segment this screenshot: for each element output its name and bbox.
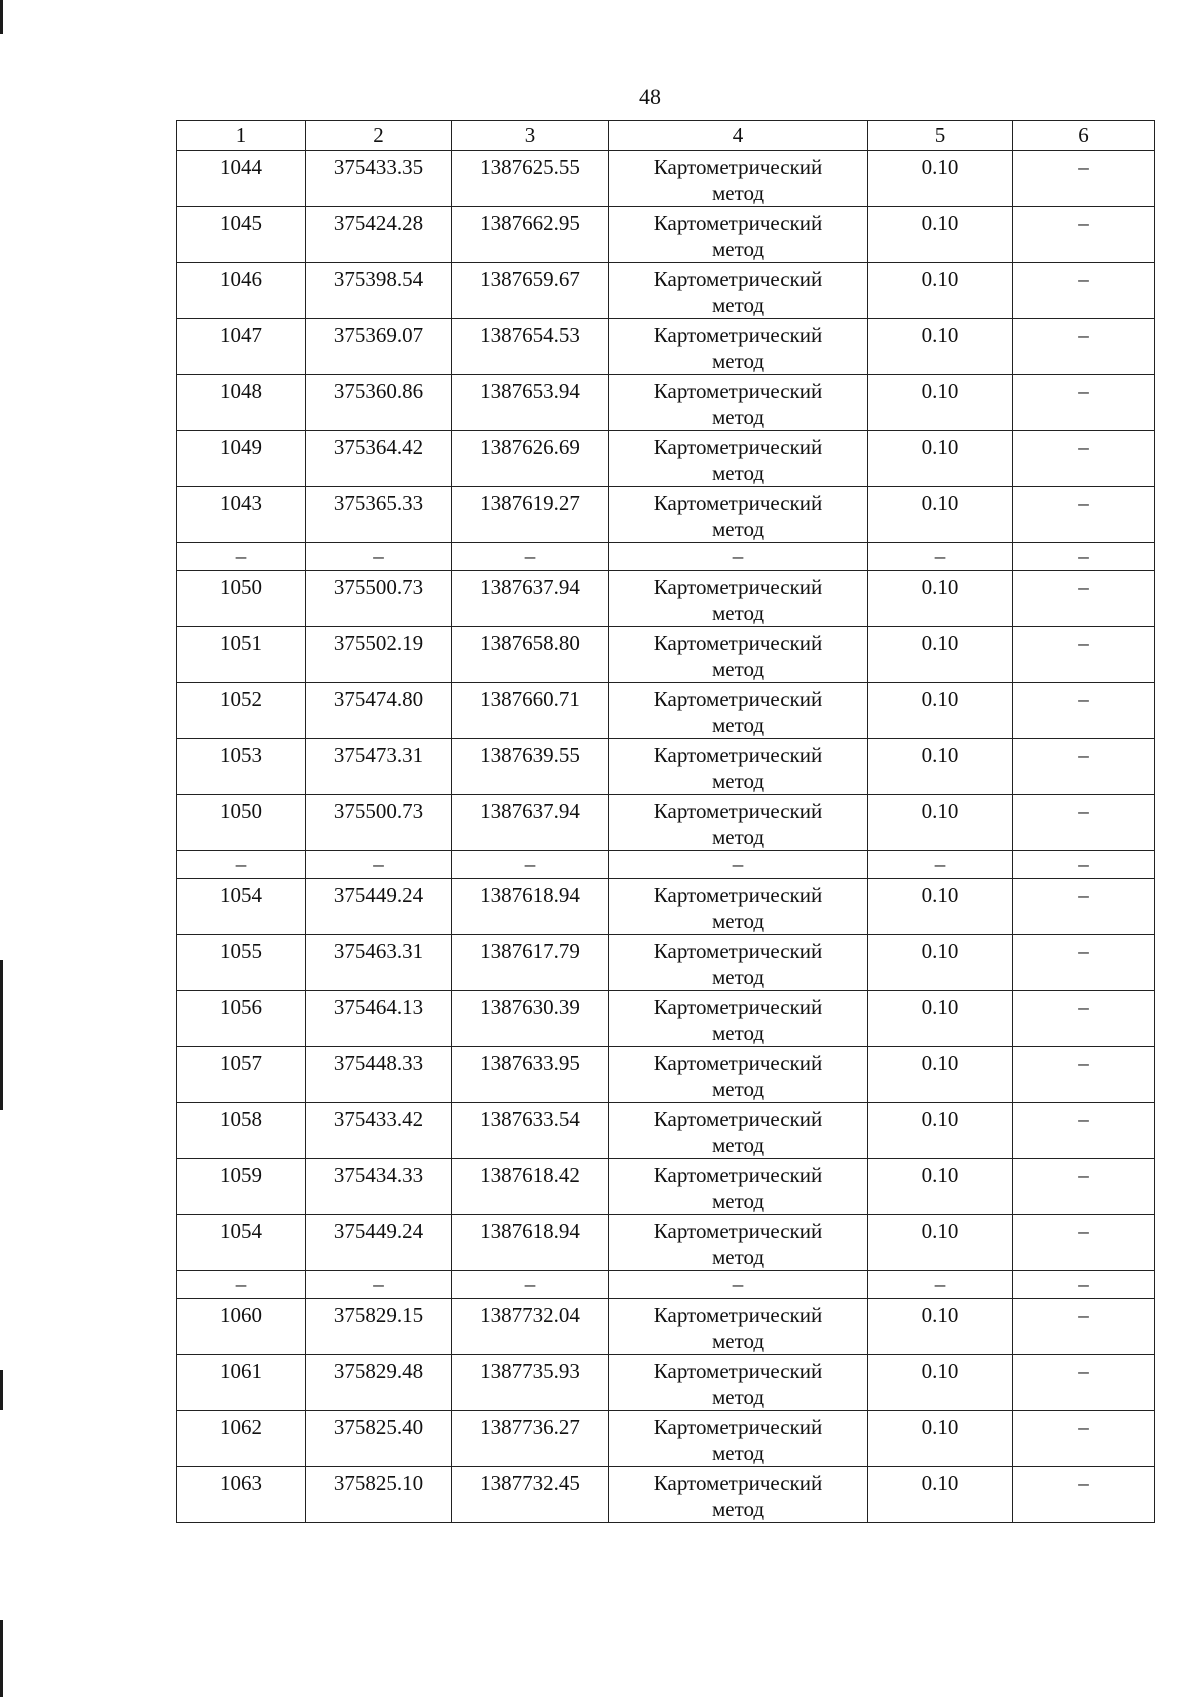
x-coordinate-cell: – — [306, 1271, 452, 1299]
description-cell: – — [1013, 935, 1155, 991]
description-cell: – — [1013, 795, 1155, 851]
accuracy-cell: 0.10 — [868, 319, 1013, 375]
accuracy-cell: 0.10 — [868, 1411, 1013, 1467]
method-cell — [609, 683, 868, 739]
method-text-line: Картометрический — [653, 323, 823, 347]
page-number: 48 — [639, 84, 661, 109]
point-number-cell: 1057 — [177, 1047, 306, 1103]
description-cell: – — [1013, 1159, 1155, 1215]
description-cell: – — [1013, 151, 1155, 207]
x-coordinate-cell: 375448.33 — [306, 1047, 452, 1103]
x-coordinate-cell: 375433.42 — [306, 1103, 452, 1159]
method-text-line: метод — [711, 349, 765, 373]
description-cell: – — [1013, 1467, 1155, 1523]
accuracy-cell: 0.10 — [868, 935, 1013, 991]
description-cell: – — [1013, 319, 1155, 375]
y-coordinate-cell: – — [452, 543, 609, 571]
point-number-cell: 1047 — [177, 319, 306, 375]
x-coordinate-cell: 375473.31 — [306, 739, 452, 795]
description-cell: – — [1013, 1271, 1155, 1299]
separator-row — [177, 851, 1155, 879]
y-coordinate-cell: 1387732.04 — [452, 1299, 609, 1355]
scan-edge-mark — [0, 1370, 3, 1410]
method-cell — [609, 1299, 868, 1355]
accuracy-cell: 0.10 — [868, 487, 1013, 543]
accuracy-cell: 0.10 — [868, 879, 1013, 935]
separator-row — [177, 543, 1155, 571]
table-row — [177, 1467, 1155, 1523]
point-number-cell: 1063 — [177, 1467, 306, 1523]
method-text-line: метод — [711, 601, 765, 625]
method-cell — [609, 1047, 868, 1103]
accuracy-cell: 0.10 — [868, 151, 1013, 207]
description-cell: – — [1013, 851, 1155, 879]
accuracy-cell: 0.10 — [868, 683, 1013, 739]
scan-edge-mark — [0, 0, 3, 34]
table-row — [177, 935, 1155, 991]
description-cell: – — [1013, 207, 1155, 263]
method-cell: – — [609, 1271, 868, 1299]
method-text-line: метод — [711, 1189, 765, 1213]
point-number-cell: 1045 — [177, 207, 306, 263]
method-cell — [609, 263, 868, 319]
description-cell: – — [1013, 991, 1155, 1047]
method-cell: – — [609, 851, 868, 879]
accuracy-cell: 0.10 — [868, 431, 1013, 487]
y-coordinate-cell: 1387619.27 — [452, 487, 609, 543]
method-cell — [609, 935, 868, 991]
point-number-cell: 1059 — [177, 1159, 306, 1215]
method-text-line: Картометрический — [653, 155, 823, 179]
x-coordinate-cell: 375364.42 — [306, 431, 452, 487]
y-coordinate-cell: 1387732.45 — [452, 1467, 609, 1523]
y-coordinate-cell: 1387637.94 — [452, 571, 609, 627]
method-text-line: метод — [711, 909, 765, 933]
accuracy-cell: 0.10 — [868, 739, 1013, 795]
point-number-cell: 1048 — [177, 375, 306, 431]
y-coordinate-cell: 1387654.53 — [452, 319, 609, 375]
y-coordinate-cell: 1387626.69 — [452, 431, 609, 487]
method-cell — [609, 207, 868, 263]
method-text-line: Картометрический — [653, 1107, 823, 1131]
point-number-cell: 1062 — [177, 1411, 306, 1467]
method-text-line: Картометрический — [653, 1415, 823, 1439]
table-row — [177, 1411, 1155, 1467]
table-row — [177, 1215, 1155, 1271]
y-coordinate-cell: 1387618.94 — [452, 1215, 609, 1271]
column-header: 4 — [609, 121, 868, 151]
accuracy-cell: 0.10 — [868, 1467, 1013, 1523]
accuracy-cell: 0.10 — [868, 991, 1013, 1047]
description-cell: – — [1013, 1047, 1155, 1103]
description-cell: – — [1013, 487, 1155, 543]
y-coordinate-cell: 1387625.55 — [452, 151, 609, 207]
accuracy-cell: – — [868, 543, 1013, 571]
table-row — [177, 319, 1155, 375]
x-coordinate-cell: – — [306, 851, 452, 879]
description-cell: – — [1013, 627, 1155, 683]
table-row — [177, 151, 1155, 207]
x-coordinate-cell: 375398.54 — [306, 263, 452, 319]
table-row — [177, 1047, 1155, 1103]
y-coordinate-cell: – — [452, 851, 609, 879]
table-row — [177, 739, 1155, 795]
method-text-line: метод — [711, 1245, 765, 1269]
method-cell — [609, 1411, 868, 1467]
y-coordinate-cell: 1387735.93 — [452, 1355, 609, 1411]
method-text-line: Картометрический — [653, 491, 823, 515]
method-cell — [609, 991, 868, 1047]
description-cell: – — [1013, 1411, 1155, 1467]
y-coordinate-cell: 1387618.42 — [452, 1159, 609, 1215]
point-number-cell: 1046 — [177, 263, 306, 319]
method-cell — [609, 431, 868, 487]
method-text-line: метод — [711, 769, 765, 793]
method-text-line: Картометрический — [653, 211, 823, 235]
point-number-cell: 1055 — [177, 935, 306, 991]
x-coordinate-cell: 375500.73 — [306, 795, 452, 851]
method-text-line: метод — [711, 517, 765, 541]
column-header: 5 — [868, 121, 1013, 151]
method-cell — [609, 1467, 868, 1523]
method-cell: – — [609, 543, 868, 571]
method-text-line: метод — [711, 965, 765, 989]
column-header: 1 — [177, 121, 306, 151]
method-text-line: Картометрический — [653, 743, 823, 767]
method-text-line: метод — [711, 1077, 765, 1101]
table-row — [177, 879, 1155, 935]
x-coordinate-cell: 375365.33 — [306, 487, 452, 543]
method-text-line: Картометрический — [653, 575, 823, 599]
method-text-line: Картометрический — [653, 939, 823, 963]
table-row — [177, 1103, 1155, 1159]
method-text-line: Картометрический — [653, 1303, 823, 1327]
method-text-line: Картометрический — [653, 631, 823, 655]
x-coordinate-cell: 375424.28 — [306, 207, 452, 263]
x-coordinate-cell: 375449.24 — [306, 879, 452, 935]
method-text-line: Картометрический — [653, 1051, 823, 1075]
method-text-line: метод — [711, 405, 765, 429]
accuracy-cell: 0.10 — [868, 795, 1013, 851]
x-coordinate-cell: 375829.48 — [306, 1355, 452, 1411]
table-row — [177, 1159, 1155, 1215]
x-coordinate-cell: 375474.80 — [306, 683, 452, 739]
table-row — [177, 431, 1155, 487]
description-cell: – — [1013, 431, 1155, 487]
x-coordinate-cell: – — [306, 543, 452, 571]
point-number-cell: – — [177, 1271, 306, 1299]
y-coordinate-cell: 1387633.95 — [452, 1047, 609, 1103]
table-body — [177, 151, 1155, 1523]
table-row — [177, 991, 1155, 1047]
y-coordinate-cell: 1387660.71 — [452, 683, 609, 739]
method-cell — [609, 151, 868, 207]
accuracy-cell: – — [868, 851, 1013, 879]
method-text-line: Картометрический — [653, 1219, 823, 1243]
point-number-cell: 1050 — [177, 795, 306, 851]
y-coordinate-cell: 1387736.27 — [452, 1411, 609, 1467]
method-text-line: метод — [711, 293, 765, 317]
accuracy-cell: 0.10 — [868, 1159, 1013, 1215]
method-cell — [609, 627, 868, 683]
point-number-cell: – — [177, 543, 306, 571]
table-header-row — [177, 121, 1155, 151]
y-coordinate-cell: 1387653.94 — [452, 375, 609, 431]
description-cell: – — [1013, 739, 1155, 795]
point-number-cell: 1053 — [177, 739, 306, 795]
accuracy-cell: 0.10 — [868, 1215, 1013, 1271]
table-row — [177, 627, 1155, 683]
separator-row — [177, 1271, 1155, 1299]
column-header: 2 — [306, 121, 452, 151]
description-cell: – — [1013, 571, 1155, 627]
x-coordinate-cell: 375464.13 — [306, 991, 452, 1047]
point-number-cell: 1043 — [177, 487, 306, 543]
accuracy-cell: 0.10 — [868, 1299, 1013, 1355]
y-coordinate-cell: – — [452, 1271, 609, 1299]
description-cell: – — [1013, 1355, 1155, 1411]
x-coordinate-cell: 375502.19 — [306, 627, 452, 683]
description-cell: – — [1013, 263, 1155, 319]
method-cell — [609, 795, 868, 851]
method-cell — [609, 1355, 868, 1411]
method-text-line: Картометрический — [653, 1163, 823, 1187]
description-cell: – — [1013, 879, 1155, 935]
x-coordinate-cell: 375433.35 — [306, 151, 452, 207]
method-text-line: Картометрический — [653, 1471, 823, 1495]
method-text-line: метод — [711, 713, 765, 737]
point-number-cell: 1054 — [177, 879, 306, 935]
accuracy-cell: 0.10 — [868, 263, 1013, 319]
y-coordinate-cell: 1387637.94 — [452, 795, 609, 851]
method-text-line: Картометрический — [653, 379, 823, 403]
table-row — [177, 795, 1155, 851]
description-cell: – — [1013, 1103, 1155, 1159]
point-number-cell: 1052 — [177, 683, 306, 739]
table-row — [177, 207, 1155, 263]
method-text-line: метод — [711, 825, 765, 849]
description-cell: – — [1013, 1299, 1155, 1355]
table-row — [177, 487, 1155, 543]
method-cell — [609, 739, 868, 795]
method-text-line: метод — [711, 181, 765, 205]
method-cell — [609, 319, 868, 375]
method-cell — [609, 879, 868, 935]
x-coordinate-cell: 375500.73 — [306, 571, 452, 627]
method-text-line: Картометрический — [653, 995, 823, 1019]
y-coordinate-cell: 1387630.39 — [452, 991, 609, 1047]
description-cell: – — [1013, 375, 1155, 431]
point-number-cell: 1050 — [177, 571, 306, 627]
y-coordinate-cell: 1387618.94 — [452, 879, 609, 935]
table-row — [177, 1355, 1155, 1411]
method-cell — [609, 487, 868, 543]
accuracy-cell: 0.10 — [868, 1047, 1013, 1103]
point-number-cell: 1049 — [177, 431, 306, 487]
method-text-line: Картометрический — [653, 267, 823, 291]
x-coordinate-cell: 375360.86 — [306, 375, 452, 431]
method-text-line: метод — [711, 461, 765, 485]
method-text-line: метод — [711, 1385, 765, 1409]
point-number-cell: 1060 — [177, 1299, 306, 1355]
method-cell — [609, 1159, 868, 1215]
point-number-cell: 1056 — [177, 991, 306, 1047]
point-number-cell: 1061 — [177, 1355, 306, 1411]
table-row — [177, 571, 1155, 627]
x-coordinate-cell: 375369.07 — [306, 319, 452, 375]
point-number-cell: 1054 — [177, 1215, 306, 1271]
accuracy-cell: 0.10 — [868, 375, 1013, 431]
method-cell — [609, 375, 868, 431]
method-text-line: метод — [711, 1329, 765, 1353]
table-row — [177, 263, 1155, 319]
point-number-cell: 1051 — [177, 627, 306, 683]
column-header: 3 — [452, 121, 609, 151]
y-coordinate-cell: 1387662.95 — [452, 207, 609, 263]
table-row — [177, 375, 1155, 431]
description-cell: – — [1013, 1215, 1155, 1271]
method-text-line: Картометрический — [653, 435, 823, 459]
method-text-line: Картометрический — [653, 1359, 823, 1383]
accuracy-cell: – — [868, 1271, 1013, 1299]
method-text-line: метод — [711, 1133, 765, 1157]
table-row — [177, 1299, 1155, 1355]
method-text-line: Картометрический — [653, 687, 823, 711]
y-coordinate-cell: 1387633.54 — [452, 1103, 609, 1159]
method-text-line: метод — [711, 1441, 765, 1465]
method-cell — [609, 1215, 868, 1271]
accuracy-cell: 0.10 — [868, 571, 1013, 627]
x-coordinate-cell: 375463.31 — [306, 935, 452, 991]
y-coordinate-cell: 1387639.55 — [452, 739, 609, 795]
y-coordinate-cell: 1387658.80 — [452, 627, 609, 683]
column-header: 6 — [1013, 121, 1155, 151]
accuracy-cell: 0.10 — [868, 207, 1013, 263]
y-coordinate-cell: 1387617.79 — [452, 935, 609, 991]
method-text-line: метод — [711, 237, 765, 261]
method-text-line: Картометрический — [653, 883, 823, 907]
scan-edge-mark — [0, 1620, 3, 1697]
table-row — [177, 683, 1155, 739]
method-text-line: метод — [711, 1497, 765, 1521]
accuracy-cell: 0.10 — [868, 1355, 1013, 1411]
y-coordinate-cell: 1387659.67 — [452, 263, 609, 319]
method-text-line: метод — [711, 657, 765, 681]
description-cell: – — [1013, 543, 1155, 571]
accuracy-cell: 0.10 — [868, 1103, 1013, 1159]
method-cell — [609, 571, 868, 627]
x-coordinate-cell: 375829.15 — [306, 1299, 452, 1355]
point-number-cell: 1044 — [177, 151, 306, 207]
method-cell — [609, 1103, 868, 1159]
method-text-line: метод — [711, 1021, 765, 1045]
method-text-line: Картометрический — [653, 799, 823, 823]
x-coordinate-cell: 375449.24 — [306, 1215, 452, 1271]
coordinates-table — [176, 120, 1155, 1523]
point-number-cell: – — [177, 851, 306, 879]
x-coordinate-cell: 375825.40 — [306, 1411, 452, 1467]
scan-edge-mark — [0, 960, 3, 1110]
accuracy-cell: 0.10 — [868, 627, 1013, 683]
x-coordinate-cell: 375825.10 — [306, 1467, 452, 1523]
x-coordinate-cell: 375434.33 — [306, 1159, 452, 1215]
point-number-cell: 1058 — [177, 1103, 306, 1159]
description-cell: – — [1013, 683, 1155, 739]
